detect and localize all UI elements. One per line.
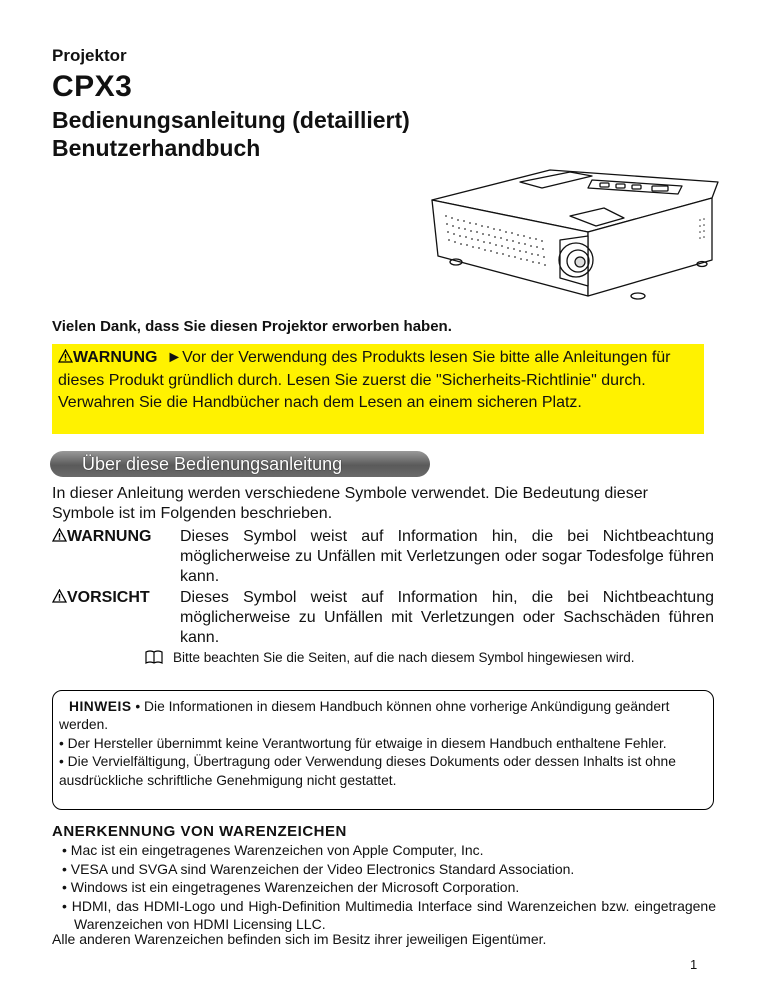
document-kicker: Projektor [52, 46, 127, 65]
caution-triangle-icon [52, 589, 67, 603]
note-box [52, 690, 714, 810]
caution-symbol-row [52, 588, 714, 648]
warning-arrow-icon: ► [166, 349, 183, 366]
trademark-item: • Windows ist ein eingetragenes Warenzeichen der Microsoft Corporation. [62, 879, 520, 895]
warning-symbol-description: Dieses Symbol weist auf Information hin, die bei Nichtbeachtung möglicherweise zu Unfällen mit Verletzungen oder sogar Todesfolge führen kann. [180, 528, 714, 585]
caution-symbol-label-wrap [52, 588, 150, 608]
note-keyword: HINWEIS [69, 699, 132, 714]
trademark-heading: ANERKENNUNG VON WARENZEICHEN [52, 823, 347, 840]
trademark-item: • VESA und SVGA sind Warenzeichen der Video Electronics Standard Association. [62, 860, 575, 877]
trademark-footer: Alle anderen Warenzeichen befinden sich im Besitz ihrer jeweiligen Eigentümer. [52, 931, 547, 947]
warning-symbol-label: WARNUNG [67, 528, 152, 545]
warning-triangle-icon [58, 349, 73, 363]
trademark-item: • Mac ist ein eingetragenes Warenzeichen von Apple Computer, Inc. [62, 842, 484, 858]
section-heading-pill: Über diese Bedienungsanleitung [50, 451, 430, 477]
note-line-1 [59, 698, 709, 735]
trademark-list [62, 841, 716, 934]
thank-you-text: Vielen Dank, dass Sie diesen Projektor erworben haben. [52, 318, 452, 335]
warning-symbol-row [52, 527, 714, 587]
note-text-2: • Der Hersteller übernimmt keine Verantwortung für etwaige in diesem Handbuch enthaltene Fehler. [59, 735, 667, 751]
caution-symbol-description: Dieses Symbol weist auf Information hin, die bei Nichtbeachtung möglicherweise zu Unfällen mit Verletzungen oder Sachschäden führen kann. [180, 589, 714, 646]
trademark-item: • HDMI, das HDMI-Logo und High-Definition Multimedia Interface sind Warenzeichen bzw. eingetragene Warenzeichen von HDMI Licensing LLC. [62, 897, 716, 932]
document-title-line1: Bedienungsanleitung (detailliert) [52, 107, 410, 133]
book-icon [145, 650, 163, 664]
projector-illustration [420, 160, 725, 310]
page-number: 1 [690, 957, 698, 972]
section-intro-text: In dieser Anleitung werden verschiedene Symbole verwendet. Die Bedeutung dieser Symbole ist im Folgenden beschrieben. [52, 485, 648, 522]
warning-box [52, 344, 704, 434]
caution-symbol-label: VORSICHT [67, 589, 150, 606]
warning-symbol-label-wrap [52, 527, 151, 547]
note-text-3: • Die Vervielfältigung, Übertragung oder Verwendung dieses Dokuments oder dessen Inhalts ist ohne ausdrückliche schriftliche Genehmigung nicht gestattet. [59, 754, 676, 788]
warning-box-text: Vor der Verwendung des Produkts lesen Sie bitte alle Anleitungen für dieses Produkt gründlich durch. Lesen Sie zuerst die "Sicherheits-Richtlinie" durch. Verwahren Sie die Handbücher nach dem Lesen an einem sicheren Platz. [58, 349, 671, 411]
document-title-line2: Benutzerhandbuch [52, 135, 261, 161]
book-symbol-row [145, 650, 635, 665]
note-text-1: • Die Informationen in diesem Handbuch können ohne vorherige Ankündigung geändert werden. [59, 699, 670, 733]
model-name: CPX3 [52, 70, 133, 103]
warning-triangle-icon [52, 528, 67, 542]
warning-box-keyword: WARNUNG [73, 349, 158, 366]
book-symbol-description: Bitte beachten Sie die Seiten, auf die nach diesem Symbol hingewiesen wird. [173, 650, 635, 665]
